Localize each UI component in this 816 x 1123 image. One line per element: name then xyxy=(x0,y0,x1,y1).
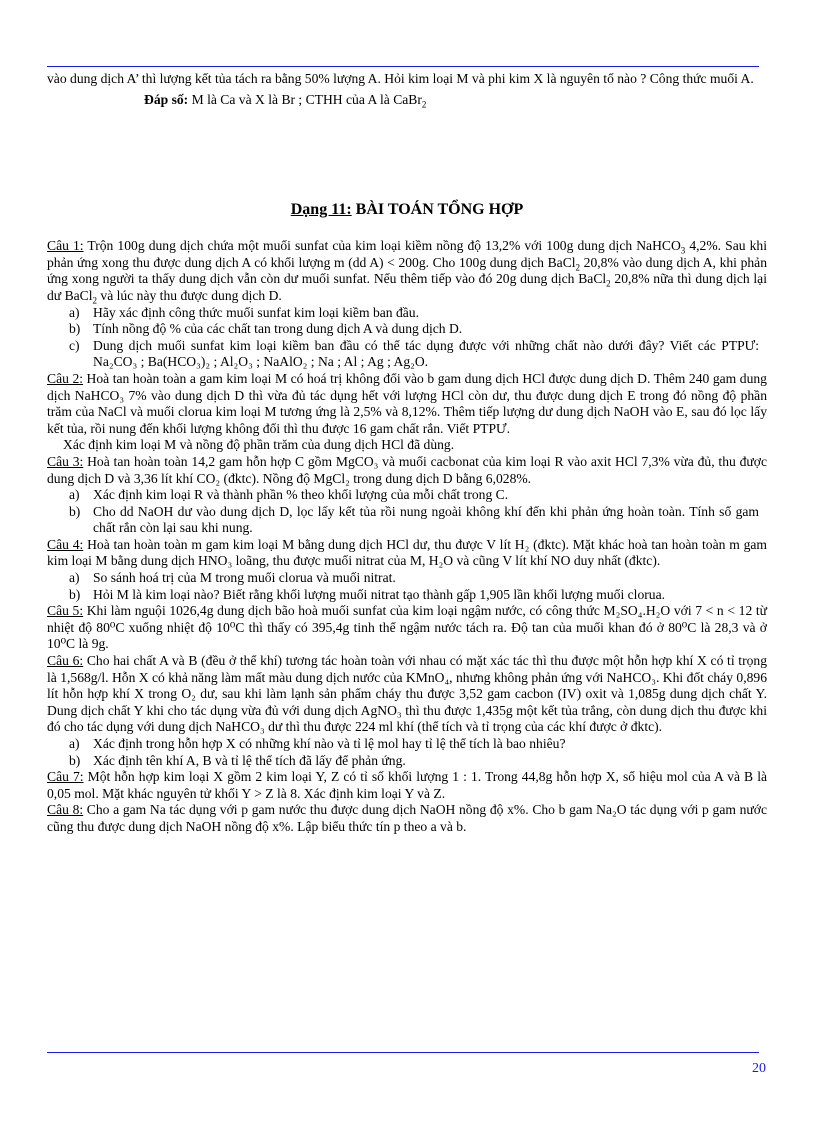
item-label: b) xyxy=(69,586,81,602)
answer-line xyxy=(47,92,767,109)
question-8 xyxy=(47,802,767,835)
question-2 xyxy=(47,371,767,437)
answer-label: Đáp số: xyxy=(144,91,189,107)
item-text: Xác định tên khí A, B và tỉ lệ thể tích đã lấy để phản ứng. xyxy=(93,752,406,768)
answer-sub: 2 xyxy=(421,99,427,110)
question-6-text: Cho hai chất A và B (đều ở thể khí) tương tác hoàn toàn với nhau có mặt xác tác thì thu được một hỗn hợp khí X có tỉ trọng là 1,568g/l. Hỗn X có khả năng làm mất màu dung dịch nước của KMnO₄, nhưng không phản ứng với NaHCO₃. Khi đốt cháy 0,896 lít hỗn hợp khí X trong O₂ dư, sau khi làm lạnh sản phẩm cháy thu được 3,52 gam cacbon (IV) oxit và 1,085g dung dịch chất Y. Dung dịch chất Y khi cho tác dụng vừa đủ với dung dịch AgNO₃ thì thu được 1,435g một kết tủa trắng, còn dung dịch thu được khi đó cho tác dụng với dung dịch NaHCO₃ dư thì thu được 224 ml khí (thể tích và tỉ trọng của các khí được ở đktc). xyxy=(47,653,767,735)
question-2-text: Hoà tan hoàn toàn a gam kim loại M có hoá trị không đổi vào b gam dung dịch HCl được dung dịch D. Thêm 240 gam dung dịch NaHCO₃ 7% vào dung dịch D thì vừa đủ tác dụng hết với lượng HCl còn dư, thu được dung dịch E trong đó nồng độ phần trăm của NaCl và muối clorua kim loại M tương ứng là 2,5% và 8,12%. Thêm tiếp lượng dư dung dịch NaOH vào E, sau đó lọc lấy kết tủa, rồi nung đến khối lượng không đổi thì thu được 16 gam chất rắn. Viết PTPƯ. xyxy=(47,370,767,436)
question-7 xyxy=(47,769,767,802)
question-8-text: Cho a gam Na tác dụng với p gam nước thu được dung dịch NaOH nồng độ x%. Cho b gam Na₂O tác dụng với p gam nước cũng thu được dung dịch NaOH nồng độ x%. Lập biểu thức tín p theo a và b. xyxy=(47,802,767,834)
q1-sub3: 2 xyxy=(606,279,611,290)
question-4-label: Câu 4: xyxy=(47,536,84,552)
q3-item-b xyxy=(47,504,767,537)
question-5-text: Khi làm nguội 1026,4g dung dịch bão hoà muối sunfat của kim loại ngậm nước, có công thức M₂SO₄.H₂O với 7 < n < 12 từ nhiệt độ 80⁰C xuống nhiệt độ 10⁰C thì thấy có 395,4g tinh thể ngậm nước tách ra. Độ tan của muối khan đó ở 80⁰C là 28,3 và ở 10⁰C là 9g. xyxy=(47,603,768,652)
item-text: Xác định kim loại R và thành phần % theo khối lượng của mỗi chất trong C. xyxy=(93,487,509,503)
q1-sub4: 2 xyxy=(92,295,98,306)
item-text: So sánh hoá trị của M trong muối clorua và muối nitrat. xyxy=(93,570,396,586)
q1-part4: 20,8% nữa thì dung dịch lại dư BaCl xyxy=(47,271,767,303)
question-8-label: Câu 8: xyxy=(47,802,84,818)
question-1-label: Câu 1: xyxy=(47,238,84,254)
q1-part5: và lúc này thu được dung dịch D. xyxy=(97,287,282,303)
item-text: Dung dịch muối sunfat kim loại kiềm ban đầu có thể tác dụng được với những chất nào dưới đây? Viết các PTPƯ: Na₂CO₃ ; Ba(HCO₃)₂ ; Al₂O₃ ; NaAlO₂ ; Na ; Al ; Ag ; Ag₂O. xyxy=(93,337,759,370)
answer-text: M là Ca và X là Br ; CTHH của A là CaBr xyxy=(191,91,422,107)
question-1 xyxy=(47,238,767,304)
question-4 xyxy=(47,537,767,570)
item-label: b) xyxy=(69,503,81,519)
item-label: b) xyxy=(69,321,81,337)
q1-item-c xyxy=(47,338,767,371)
q3-item-a xyxy=(47,487,767,504)
item-label: b) xyxy=(69,752,81,768)
item-label: c) xyxy=(69,337,80,353)
q6-item-a xyxy=(47,736,767,753)
question-5 xyxy=(47,603,767,653)
question-6 xyxy=(47,653,767,736)
page-number: 20 xyxy=(752,1061,766,1076)
question-5-label: Câu 5: xyxy=(47,603,84,619)
q6-item-b xyxy=(47,753,767,770)
question-4-text: Hoà tan hoàn toàn m gam kim loại M bằng dung dịch HCl dư, thu được V lít H₂ (đktc). Mặt khác hoà tan hoàn toàn m gam kim loại M bằng dung dịch HNO₃ loãng, thu được muối nitrat của M, H₂O và cũng V lít khí NO duy nhất (đktc). xyxy=(47,536,768,569)
footer-rule xyxy=(47,1052,759,1053)
question-3-text: Hoà tan hoàn toàn 14,2 gam hỗn hợp C gồm MgCO₃ và muối cacbonat của kim loại R vào axit HCl 7,3% vừa đủ, thu được dung dịch D và 3,36 lít khí CO₂ (đktc). Nồng độ MgCl₂ trong dung dịch D bằng 6,028%. xyxy=(47,453,767,486)
item-text: Cho dd NaOH dư vào dung dịch D, lọc lấy kết tủa rồi nung ngoài không khí đến khi phản ứng hoàn toàn. Tính số gam chất rắn còn lại sau khi nung. xyxy=(93,503,759,536)
q4-item-b xyxy=(47,587,767,604)
section-title: BÀI TOÁN TỔNG HỢP xyxy=(355,201,524,219)
question-2-label: Câu 2: xyxy=(47,370,84,386)
question-7-label: Câu 7: xyxy=(47,769,84,785)
question-2-extra: Xác định kim loại M và nồng độ phần trăm của dung dịch HCl đã dùng. xyxy=(63,437,455,453)
q1-part1: Trộn 100g dung dịch chứa một muối sunfat của kim loại kiềm nồng độ 13,2% với 100g dung dịch NaHCO xyxy=(83,238,681,254)
item-label: a) xyxy=(69,487,80,503)
q1-sub2: 2 xyxy=(575,262,581,273)
q1-part3: 20,8% vào dung dịch A, khi phản ứng xong người ta thấy dung dịch vẫn còn dư muối sunfat. Nếu thêm tiếp vào đó 20g dung dịch BaCl xyxy=(47,254,767,287)
page-content xyxy=(47,71,767,836)
q1-item-a xyxy=(47,305,767,322)
item-label: a) xyxy=(69,736,80,751)
item-text: Hãy xác định công thức muối sunfat kim loại kiềm ban đầu. xyxy=(93,304,419,320)
question-7-text: Một hỗn hợp kim loại X gồm 2 kim loại Y, Z có tỉ số khối lượng 1 : 1. Trong 44,8g hỗn hợp X, số hiệu mol của A và B là 0,05 mol. Mặt khác nguyên tử khối Y > Z là 8. Xác định kim loại Y và Z. xyxy=(47,769,768,801)
question-3-label: Câu 3: xyxy=(47,453,84,469)
intro-text: vào dung dịch A’ thì lượng kết tủa tách ra bằng 50% lượng A. Hỏi kim loại M và phi kim X là nguyên tố nào ? Công thức muối A. xyxy=(47,71,754,86)
q1-part2: 4,2%. Sau khi phản ứng xong thu được dung dịch A có khối lượng m (dd A) < 200g. Cho 100g dung dịch BaCl xyxy=(47,238,768,270)
header-rule xyxy=(47,66,759,67)
question-6-label: Câu 6: xyxy=(47,653,84,669)
q1-item-b xyxy=(47,321,767,338)
item-label: a) xyxy=(69,570,80,586)
item-text: Hỏi M là kim loại nào? Biết rằng khối lượng muối nitrat tạo thành gấp 1,905 lần khối lượng muối clorua. xyxy=(93,586,666,602)
question-3 xyxy=(47,454,767,487)
section-heading xyxy=(47,200,767,220)
item-text: Xác định trong hỗn hợp X có những khí nào và tỉ lệ mol hay tỉ lệ thể tích là bao nhiêu? xyxy=(93,736,566,751)
q1-sub1: 3 xyxy=(680,245,686,256)
q4-item-a xyxy=(47,570,767,587)
section-prefix: Dạng 11: xyxy=(290,201,352,219)
item-text: Tính nồng độ % của các chất tan trong dung dịch A và dung dịch D. xyxy=(93,321,463,337)
item-label: a) xyxy=(69,304,80,320)
